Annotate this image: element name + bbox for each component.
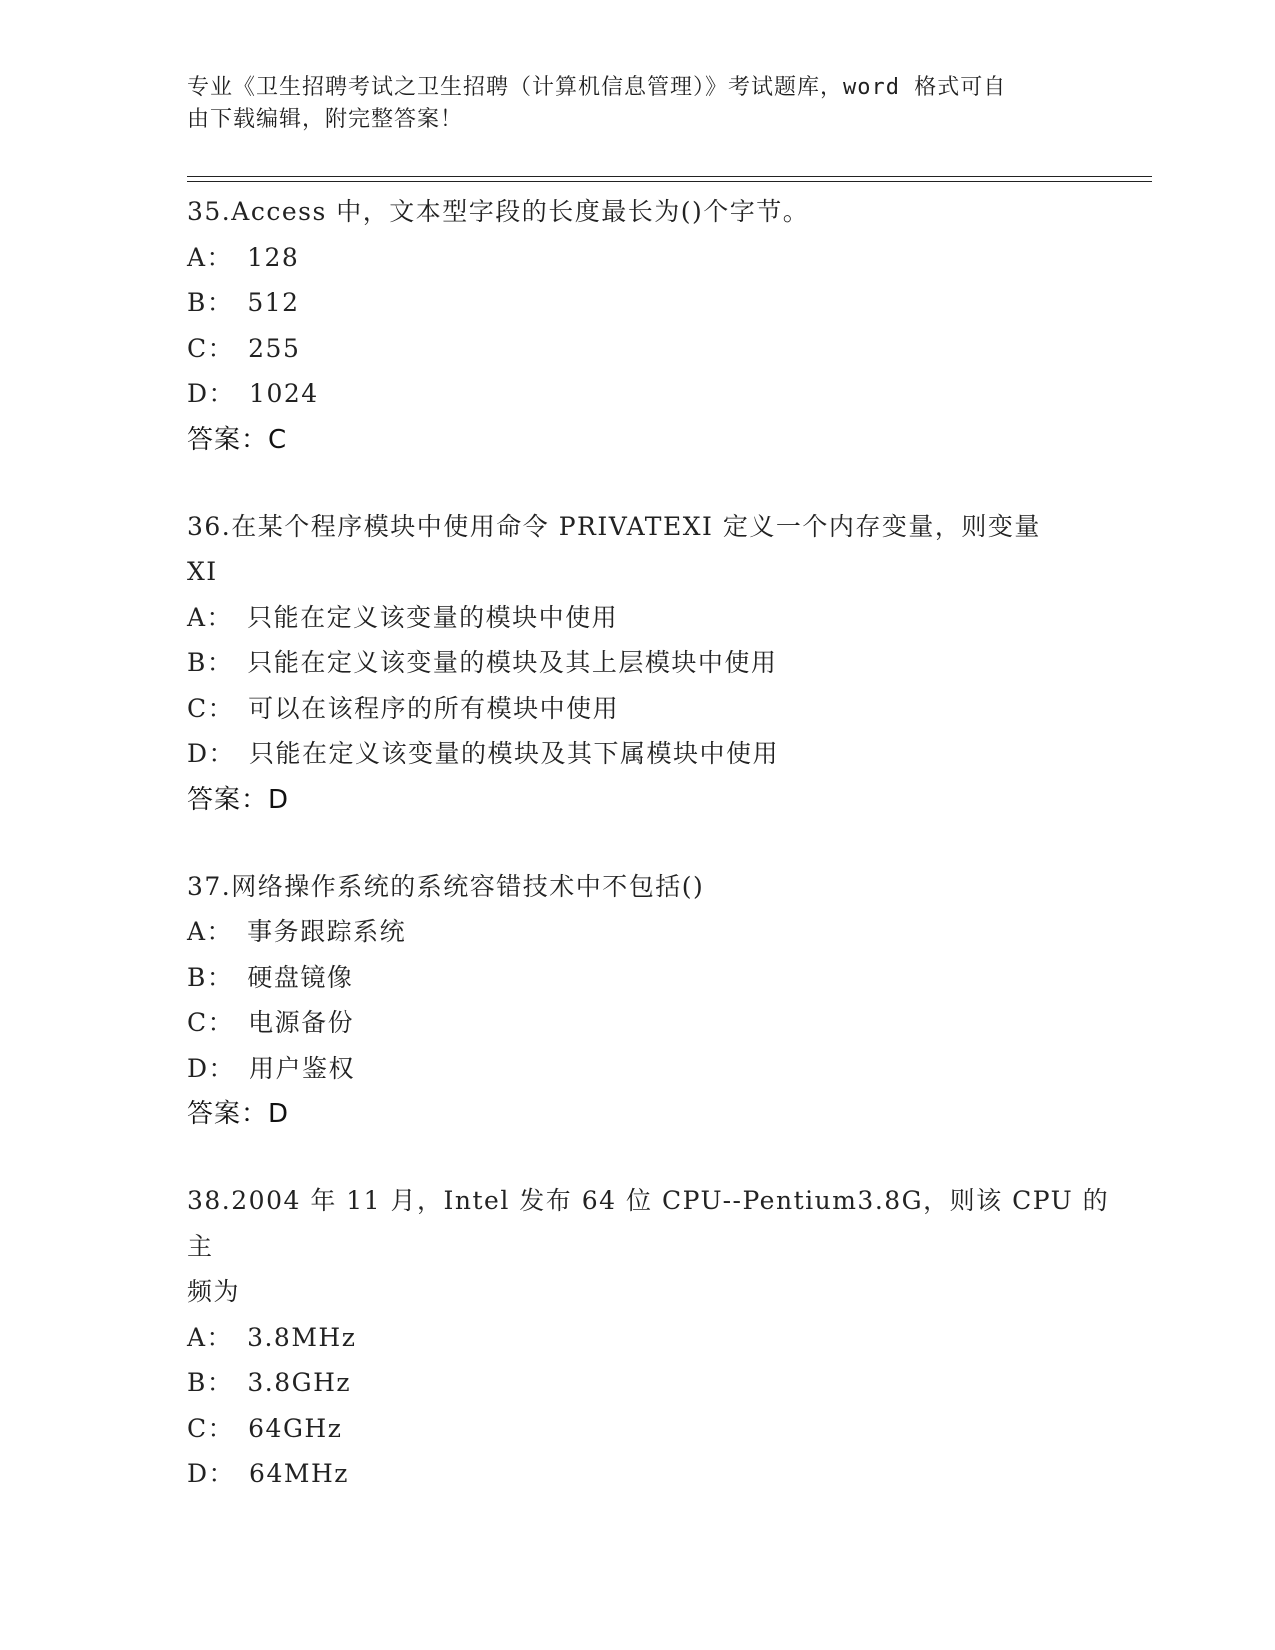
option-key: B：	[187, 288, 234, 317]
header-line-1: 专业《卫生招聘考试之卫生招聘（计算机信息管理）》考试题库，word 格式可自	[187, 75, 1007, 100]
option-key: A：	[187, 917, 234, 946]
header-rule-bottom	[187, 181, 1152, 182]
option-text: 3.8GHz	[247, 1368, 352, 1397]
question-36	[187, 504, 1117, 823]
option-key: A：	[187, 602, 234, 632]
option-a	[187, 909, 1117, 955]
option-key: A：	[187, 242, 234, 272]
option-text: 1024	[249, 379, 319, 408]
question-38	[187, 1178, 1117, 1497]
option-b	[187, 1360, 1117, 1406]
option-a	[187, 1315, 1117, 1361]
option-key: B：	[187, 962, 234, 992]
option-text: 64GHz	[248, 1413, 343, 1443]
option-d	[187, 731, 1117, 777]
question-stem-continued: 频为	[187, 1277, 241, 1306]
option-b	[187, 640, 1117, 686]
option-text: 只能在定义该变量的模块中使用	[247, 602, 619, 632]
question-stem: 38.2004 年 11 月，Intel 发布 64 位 CPU--Pentium3.8G，则该 CPU 的主	[187, 1186, 1110, 1261]
option-d	[187, 1046, 1117, 1092]
option-text: 255	[248, 333, 301, 363]
option-text: 只能在定义该变量的模块及其下属模块中使用	[249, 739, 780, 768]
answer-label: 答案：D	[187, 784, 290, 815]
option-key: D：	[187, 1053, 236, 1083]
option-key: D：	[187, 379, 236, 408]
option-a	[187, 595, 1117, 641]
option-key: C：	[187, 333, 235, 363]
option-b	[187, 280, 1117, 326]
option-a	[187, 235, 1117, 281]
option-key: A：	[187, 1322, 234, 1352]
question-35	[187, 189, 1117, 463]
option-key: C：	[187, 1008, 235, 1037]
option-c	[187, 326, 1117, 372]
header-line-2: 由下载编辑，附完整答案！	[187, 107, 464, 132]
question-stem: 35.Access 中，文本型字段的长度最长为()个字节。	[187, 197, 810, 226]
option-b	[187, 955, 1117, 1001]
option-text: 128	[247, 242, 300, 272]
option-c	[187, 1000, 1117, 1046]
option-text: 512	[247, 288, 300, 317]
option-key: D：	[187, 1459, 236, 1488]
option-key: B：	[187, 1368, 234, 1397]
option-text: 电源备份	[248, 1008, 355, 1037]
option-d	[187, 371, 1117, 417]
option-c	[187, 1406, 1117, 1452]
option-key: C：	[187, 693, 235, 723]
question-list	[187, 189, 1117, 1538]
option-text: 3.8MHz	[247, 1322, 357, 1352]
option-text: 用户鉴权	[249, 1053, 356, 1083]
question-stem: 36.在某个程序模块中使用命令 PRIVATEXI 定义一个内存变量，则变量	[187, 511, 1041, 541]
answer-label: 答案：D	[187, 1099, 290, 1129]
option-text: 事务跟踪系统	[247, 917, 407, 946]
question-stem-continued: XI	[187, 557, 218, 586]
option-d	[187, 1451, 1117, 1497]
option-key: B：	[187, 648, 234, 677]
question-37	[187, 864, 1117, 1138]
header-rule-top	[187, 176, 1152, 177]
answer-label: 答案：C	[187, 424, 288, 455]
option-key: C：	[187, 1413, 235, 1443]
option-text: 只能在定义该变量的模块及其上层模块中使用	[247, 648, 778, 677]
option-text: 可以在该程序的所有模块中使用	[248, 693, 620, 723]
option-text: 64MHz	[249, 1459, 349, 1488]
document-header	[187, 72, 1067, 136]
option-text: 硬盘镜像	[247, 962, 354, 992]
option-c	[187, 686, 1117, 732]
question-stem: 37.网络操作系统的系统容错技术中不包括()	[187, 871, 705, 901]
option-key: D：	[187, 739, 236, 768]
